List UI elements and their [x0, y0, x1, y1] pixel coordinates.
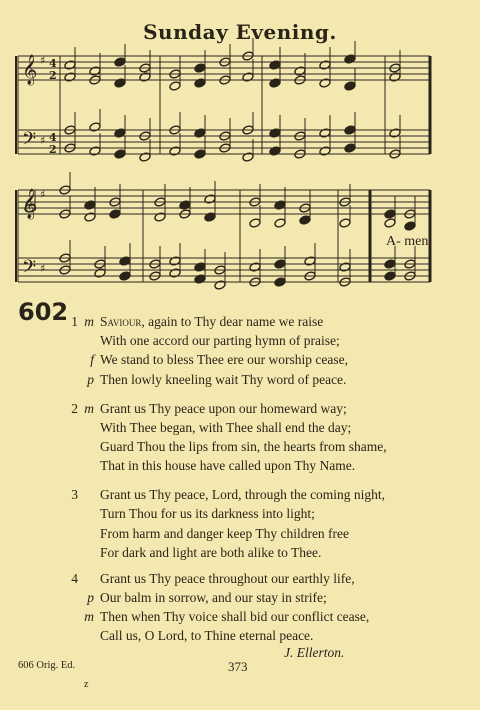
verse-text: Grant us Thy peace throughout our earthly life, — [100, 571, 355, 586]
verse-number: 1 — [71, 314, 78, 329]
dynamic-marking: m — [84, 609, 94, 624]
verse-number: 2 — [71, 401, 78, 416]
verse-number: 4 — [71, 571, 78, 586]
verse-text: Guard Thou the lips from sin, the hearts from shame, — [100, 439, 387, 454]
verse-text: Saviour, again to Thy dear name we raise — [100, 314, 324, 329]
hymn-author: J. Ellerton. — [284, 645, 345, 660]
verse-text: From harm and danger keep Thy children free — [100, 526, 350, 541]
svg-text:♯: ♯ — [40, 134, 46, 147]
dynamic-marking: f — [90, 352, 94, 367]
dynamic-marking: m — [84, 314, 94, 329]
svg-text:4: 4 — [49, 131, 57, 144]
footnote: 606 Orig. Ed. — [18, 660, 76, 671]
verse-text: Call us, O Lord, to Thine eternal peace. — [100, 628, 314, 643]
verse-number: 3 — [71, 487, 78, 502]
svg-text:2: 2 — [49, 69, 57, 82]
dynamic-marking: p — [87, 372, 94, 387]
svg-text:4: 4 — [49, 57, 57, 70]
signature-mark: z — [84, 679, 89, 690]
verse-text: Then when Thy voice shall bid our conflict cease, — [100, 609, 370, 624]
svg-text:𝄢: 𝄢 — [22, 257, 37, 282]
amen-label: A- men. — [386, 234, 432, 249]
dynamic-marking: m — [84, 401, 94, 416]
page-number: 373 — [228, 659, 248, 674]
svg-text:𝄞: 𝄞 — [22, 189, 38, 219]
verse-text: That in this house have called upon Thy Name. — [100, 458, 356, 473]
verse-text: Grant us Thy peace upon our homeward way; — [100, 401, 347, 416]
svg-text:♯: ♯ — [40, 188, 46, 201]
music-score — [0, 0, 480, 310]
page-title: Sunday Evening. — [143, 20, 337, 44]
verse-text: With one accord our parting hymn of praise; — [100, 333, 340, 348]
verse-text: We stand to bless Thee ere our worship cease, — [100, 352, 348, 367]
svg-text:2: 2 — [49, 143, 57, 156]
dynamic-marking: p — [87, 590, 94, 605]
verse-text: Turn Thou for us its darkness into light; — [100, 506, 315, 521]
svg-text:♯: ♯ — [40, 262, 46, 275]
hymn-number: 602 — [18, 298, 69, 326]
verse-text: With Thee began, with Thee shall end the day; — [100, 420, 352, 435]
svg-text:𝄞: 𝄞 — [22, 55, 38, 85]
verse-text: Then lowly kneeling wait Thy word of peace. — [100, 372, 347, 387]
svg-text:♯: ♯ — [40, 54, 46, 67]
verse-text: Grant us Thy peace, Lord, through the coming night, — [100, 487, 386, 502]
verse-text: Our balm in sorrow, and our stay in strife; — [100, 590, 327, 605]
verse-text: For dark and light are both alike to Thee. — [100, 545, 322, 560]
svg-text:𝄢: 𝄢 — [22, 129, 37, 154]
